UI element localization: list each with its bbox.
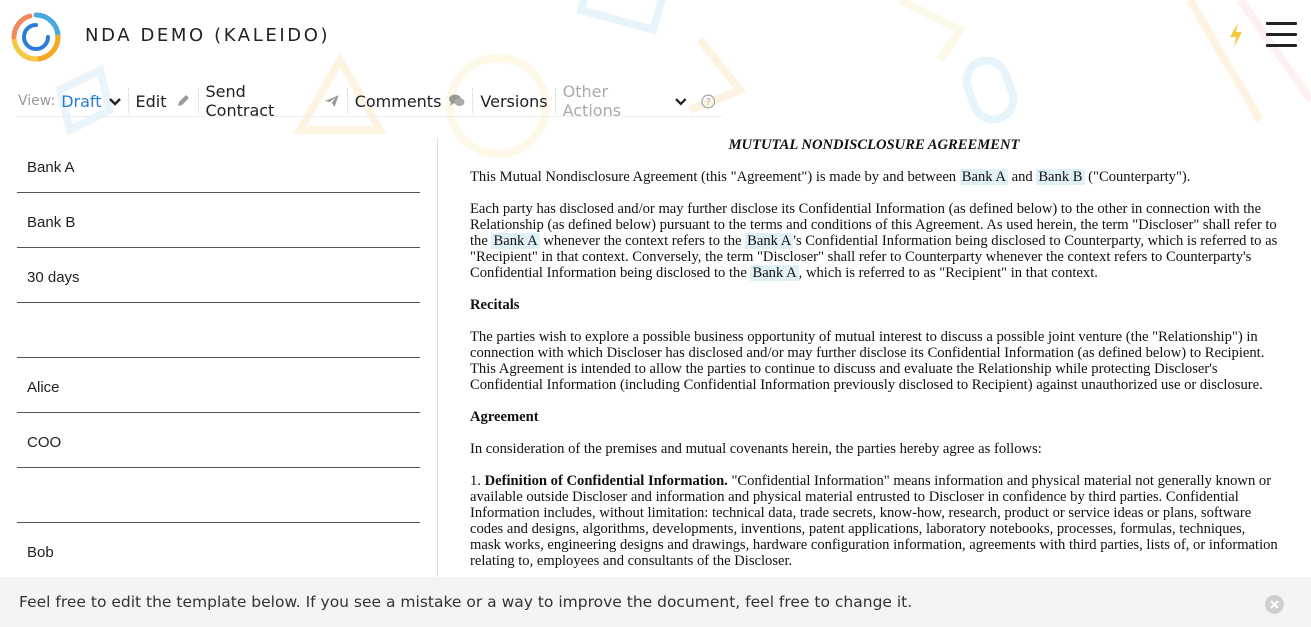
agreement-intro: In consideration of the premises and mutual covenants herein, the parties hereby agree as follows: (470, 441, 1042, 457)
document-body[interactable] (470, 137, 1278, 577)
paper-plane-icon (324, 93, 340, 109)
party-highlight[interactable]: Bank A (752, 265, 797, 281)
party-highlight[interactable]: Bank A (961, 169, 1006, 185)
close-icon[interactable] (1265, 595, 1284, 614)
empty-field[interactable] (17, 303, 420, 358)
comments-button[interactable] (347, 88, 473, 114)
view-value: Draft (61, 91, 102, 111)
pencil-icon (175, 93, 191, 109)
versions-button[interactable] (472, 88, 554, 114)
kaleido-logo (10, 11, 62, 63)
fields-panel (17, 138, 420, 578)
signer1-title-field[interactable]: COO (17, 413, 420, 468)
party-highlight[interactable]: Bank A (493, 233, 538, 249)
chevron-down-icon (675, 97, 687, 106)
other-actions-label: Other Actions (562, 82, 622, 120)
comments-icon (449, 93, 465, 109)
app-title: NDA DEMO (KALEIDO) (85, 25, 331, 46)
banner-text: Feel free to edit the template below. If you see a mistake or a way to improve the document, feel free to change it. (19, 593, 913, 611)
edit-label: Edit (135, 91, 167, 111)
party-highlight[interactable]: Bank B (1038, 169, 1083, 185)
help-icon[interactable] (701, 94, 716, 109)
document-toolbar (16, 82, 722, 120)
comments-label: Comments (354, 91, 442, 111)
app-header (0, 0, 1311, 80)
lightning-bolt-icon[interactable] (1227, 22, 1245, 48)
send-contract-label: Send Contract (205, 82, 275, 120)
discloser-paragraph: Each party has disclosed and/or may further disclose its Confidential Information (as defined below) to the other in connection with the Relationship (as defined below) pursuant to the terms and conditions of this Agreement. As used herein, the term "Discloser" shall refer to the Bank A whenever the context refers to the Bank A 's Confidential Information being disclosed to Counterparty, which is referred to as "Recipient" in that context. Conversely, the term "Discloser" shall refer to Counterparty whenever the context refers to Counterparty's Confidential Information being disclosed to the Bank A , which is referred to as "Recipient" in that context. (470, 201, 1278, 281)
panel-divider (437, 138, 438, 578)
party1-field[interactable]: Bank A (17, 138, 420, 193)
document-title: MUTUTAL NONDISCLOSURE AGREEMENT (728, 137, 1020, 153)
recitals-paragraph: The parties wish to explore a possible business opportunity of mutual interest to discuss a possible joint venture (the "Relationship") in connection with which Discloser has disclosed and/or may further disclose its Confidential Information (as defined below) to Recipient. This Agreement is intended to allow the parties to continue to discuss and evaluate the Relationship while protecting Discloser's Confidential Information (including Confidential Information previously disclosed to Recipient) against unauthorized use or disclosure. (470, 329, 1265, 393)
chevron-down-icon (109, 97, 121, 106)
svg-text:?: ? (705, 96, 711, 108)
intro-paragraph: This Mutual Nondisclosure Agreement (this "Agreement") is made by and between Bank A and Bank B ("Counterparty"). (470, 169, 1191, 185)
definition-paragraph: 1. Definition of Confidential Information. "Confidential Information" means information and physical material not generally known or available outside Discloser and information and physical material entrusted to Discloser in confidence by third parties. Confidential Information includes, without limitation: technical data, trade secrets, know-how, research, product or service ideas or plans, software codes and designs, algorithms, developments, inventions, patent applications, laboratory notebooks, processes, formulas, techniques, mask works, engineering designs and drawings, hardware configuration information, agreements with third parties, lists of, or information relating to, employees and consultants of the Discloser. (470, 473, 1278, 569)
party2-field[interactable]: Bank B (17, 193, 420, 248)
view-label: View: (18, 93, 56, 109)
agreement-heading: Agreement (470, 409, 539, 425)
term-field[interactable]: 30 days (17, 248, 420, 303)
send-contract-button[interactable] (198, 82, 347, 120)
edit-button[interactable] (128, 88, 198, 114)
other-actions-dropdown[interactable] (555, 82, 722, 120)
signer2-name-field[interactable]: Bob (17, 523, 420, 578)
party-highlight[interactable]: Bank A (747, 233, 792, 249)
view-selector[interactable] (16, 88, 128, 114)
hamburger-menu-icon[interactable] (1266, 22, 1297, 48)
empty-field[interactable] (17, 468, 420, 523)
recitals-heading: Recitals (470, 297, 520, 313)
signer1-name-field[interactable]: Alice (17, 358, 420, 413)
versions-label: Versions (480, 91, 548, 111)
info-banner (0, 577, 1311, 627)
